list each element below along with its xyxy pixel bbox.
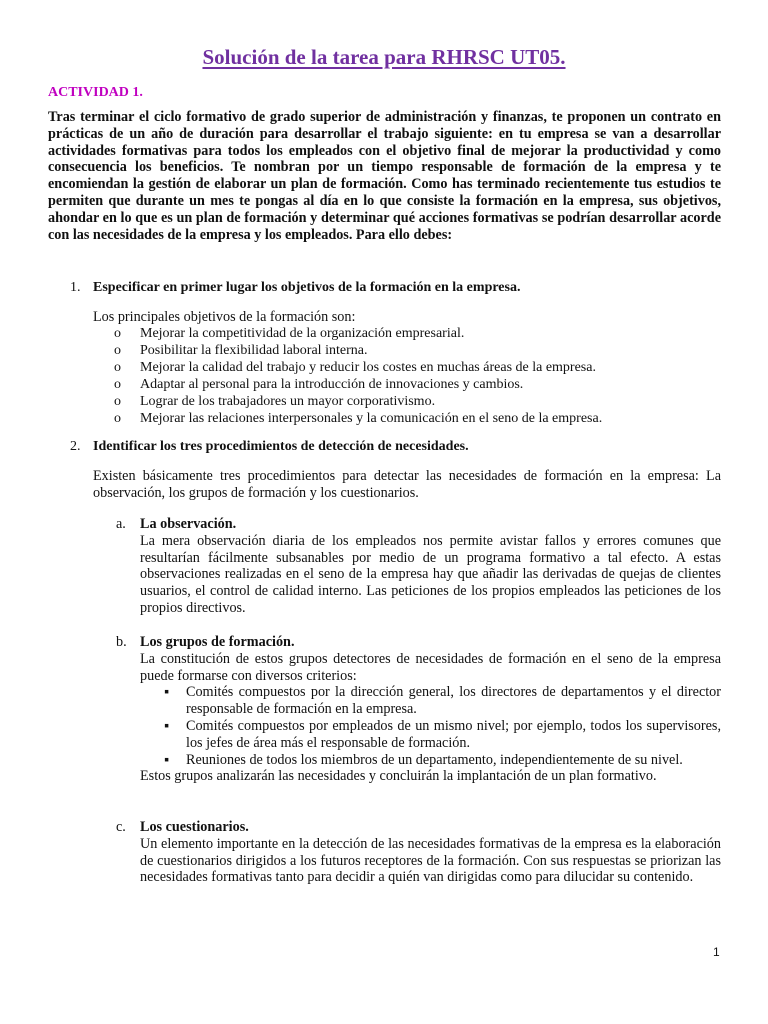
question-1: [70, 280, 520, 297]
bullet-square-icon: ▪: [164, 717, 170, 734]
bullet-circle-icon: o: [114, 394, 121, 410]
bullet-circle-icon: o: [114, 377, 121, 393]
procedure-a-heading: La observación.: [140, 516, 237, 532]
procedure-a-body: La mera observación diaria de los empleados nos permite avistar fallos y errores comunes que resultarían fácilmente subsanables por medio de un programa formativo a tal efecto. A estas observaciones realizadas en el seno de la empresa hay que añadir las derivadas de quejas de clientes usuarios, el control de calidad interno. Las peticiones de los propios empleados las peticiones de los propios directivos.: [140, 532, 721, 616]
procedures-lead: Existen básicamente tres procedimientos para detectar las necesidades de formación en la empresa: La observación, los grupos de formación y los cuestionarios.: [93, 468, 721, 501]
objectives-lead: Los principales objetivos de la formación son:: [93, 309, 356, 325]
procedure-observation: [116, 516, 721, 617]
bullet-circle-icon: o: [114, 326, 121, 341]
list-item: o Lograr de los trabajadores un mayor corporativismo.: [114, 394, 436, 410]
procedure-c-body: Un elemento importante en la detección de las necesidades formativas de la empresa es la elaboración de cuestionarios dirigidos a los futuros receptores de la formación. Con sus respuestas se priorizan las necesidades formativas tanto para decidir a quién van dirigidas como para dilucidar su contenido.: [140, 835, 721, 886]
question-1-number: 1.: [70, 280, 81, 295]
procedure-b-letter: b.: [116, 634, 127, 650]
intro-paragraph: Tras terminar el ciclo formativo de grado superior de administración y finanzas, te proponen un contrato en prácticas de un año de duración para desarrollar el trabajo siguiente: en tu empresa se van a desarrollar actividades formativas para todos los empleados con el objetivo final de mejorar la productividad y como consecuencia los beneficios. Te nombran por un tiempo responsable de formación de la empresa y te encomiendan la gestión de elaborar un plan de formación. Como has terminado recientemente tus estudios te permiten que durante un mes te pongas al día en lo que consiste la formación en la empresa, sus objetivos, ahondar en lo que es un plan de formación y determinar qué acciones formativas se podrían desarrollar acorde con las necesidades de la empresa y los empleados. Para ello debes:: [48, 109, 721, 243]
list-item: o Mejorar la competitividad de la organización empresarial.: [114, 326, 465, 341]
procedure-c-heading: Los cuestionarios.: [140, 819, 249, 835]
bullet-square-icon: ▪: [164, 751, 170, 768]
question-2-text: Identificar los tres procedimientos de detección de necesidades.: [93, 439, 469, 454]
document-title: Solución de la tarea para RHRSC UT05.: [202, 45, 566, 69]
procedure-b-body: La constitución de estos grupos detectores de necesidades de formación en el seno de la empresa puede formarse con diversos criterios:: [140, 650, 721, 684]
activity-heading: ACTIVIDAD 1.: [48, 85, 143, 100]
question-2-number: 2.: [70, 439, 81, 454]
list-item: ▪ Reuniones de todos los miembros de un departamento, independientemente de su nivel.: [164, 751, 683, 768]
procedure-questionnaires: [116, 819, 721, 886]
list-item: ▪ Comités compuestos por empleados de un mismo nivel; por ejemplo, todos los supervisores, los jefes de área más el responsable de formación.: [164, 717, 721, 751]
question-1-text: Especificar en primer lugar los objetivos de la formación en la empresa.: [93, 280, 521, 295]
list-item: o Mejorar las relaciones interpersonales y la comunicación en el seno de la empresa.: [114, 411, 603, 427]
bullet-circle-icon: o: [114, 343, 121, 359]
bullet-square-icon: ▪: [164, 684, 170, 701]
list-item: o Mejorar la calidad del trabajo y reducir los costes en muchas áreas de la empresa.: [114, 360, 596, 376]
procedure-a-letter: a.: [116, 516, 126, 532]
procedure-b-heading: Los grupos de formación.: [140, 634, 295, 650]
procedure-c-letter: c.: [116, 819, 126, 835]
procedure-groups: [116, 634, 721, 785]
bullet-circle-icon: o: [114, 411, 121, 427]
groups-criteria-list: [116, 684, 721, 768]
procedure-b-closing: Estos grupos analizarán las necesidades y concluirán la implantación de un plan formativo.: [140, 768, 657, 785]
list-item: ▪ Comités compuestos por la dirección general, los directores de departamentos y el director responsable de formación en la empresa.: [164, 684, 721, 718]
page-number: 1: [713, 945, 720, 959]
list-item: o Adaptar al personal para la introducción de innovaciones y cambios.: [114, 377, 524, 393]
list-item: o Posibilitar la flexibilidad laboral interna.: [114, 343, 368, 359]
objectives-list: [116, 325, 602, 428]
question-2: [70, 439, 469, 456]
bullet-circle-icon: o: [114, 360, 121, 376]
